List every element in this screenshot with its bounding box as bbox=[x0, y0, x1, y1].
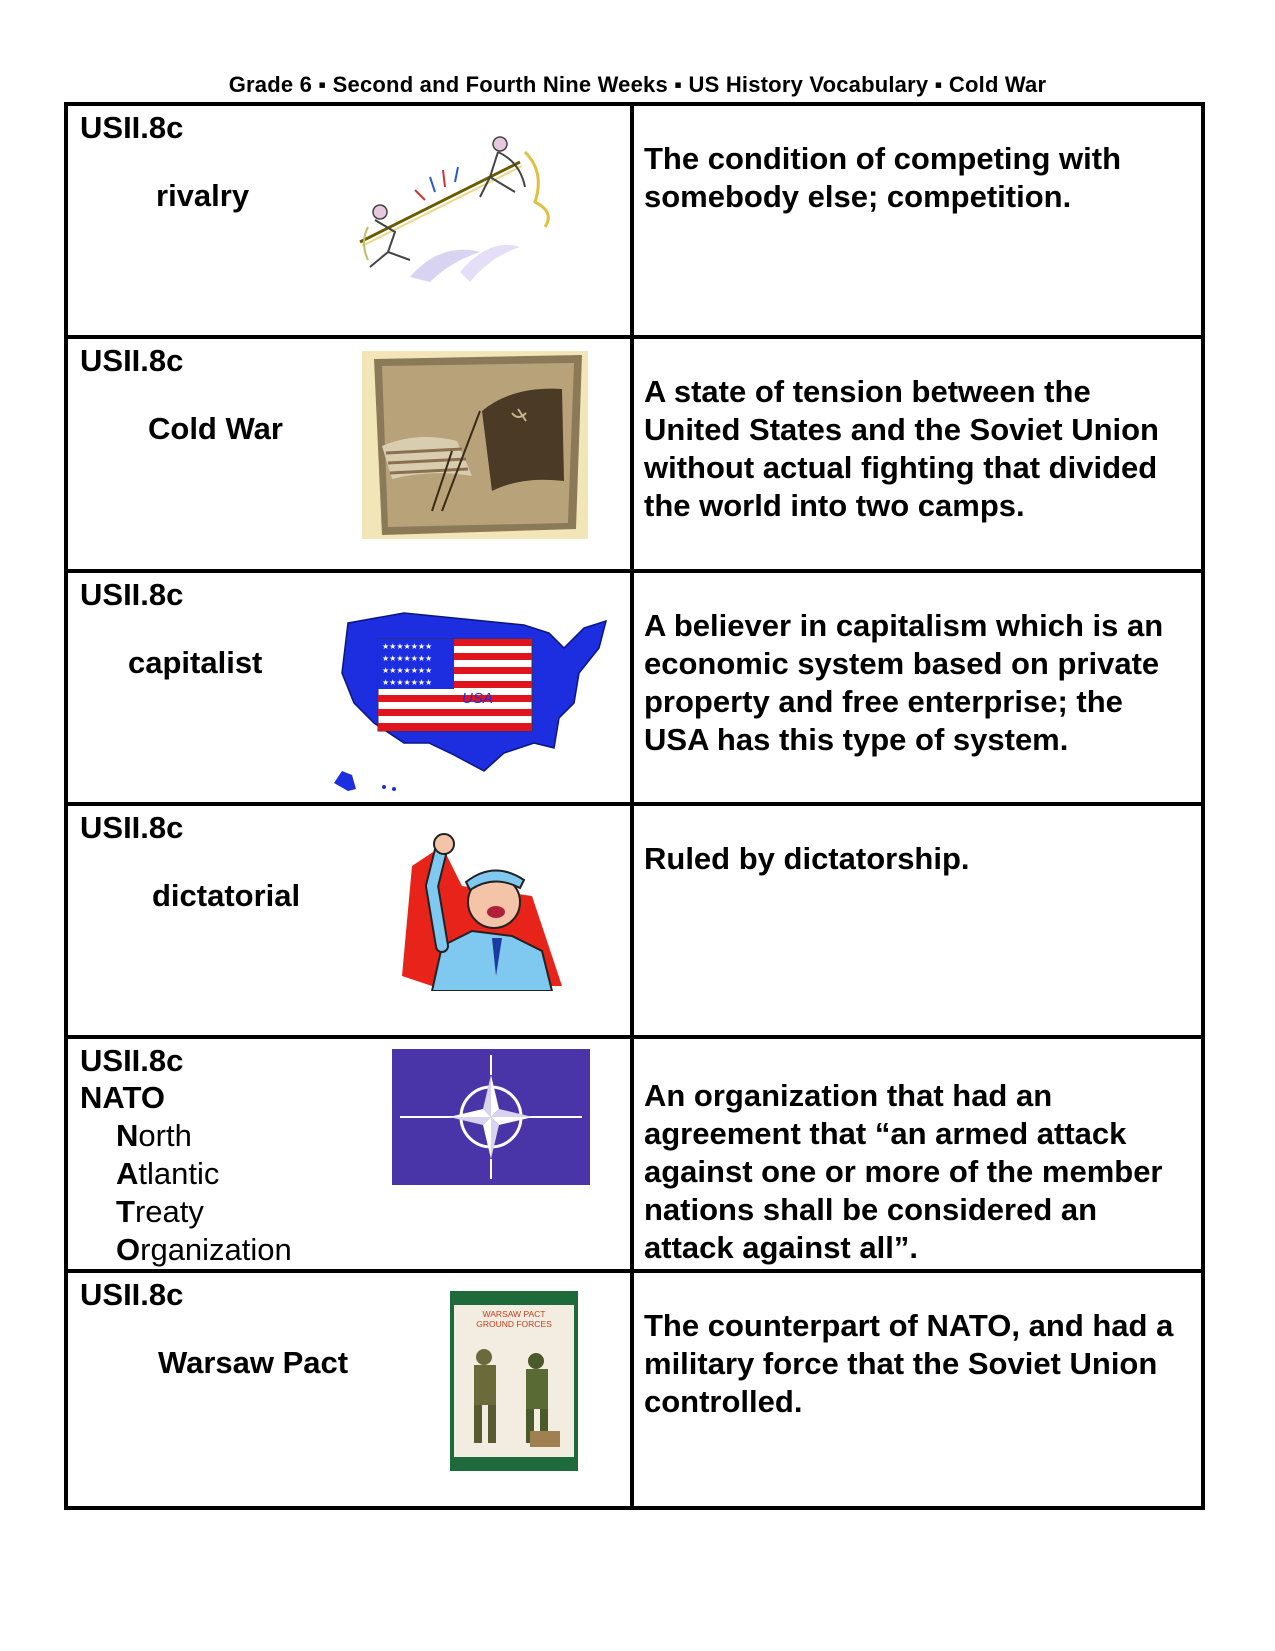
term-cold-war: Cold War bbox=[148, 411, 283, 447]
definition-warsaw-pact: The counterpart of NATO, and had a military force that the Soviet Union controlled. bbox=[644, 1307, 1174, 1419]
usa-flag-map-image bbox=[334, 603, 610, 793]
usa-map-label: USA bbox=[462, 689, 493, 707]
standard-code: USII.8c bbox=[80, 576, 184, 612]
definition-dictatorial: Ruled by dictatorship. bbox=[644, 840, 970, 876]
nato-line-organization: Organization bbox=[116, 1232, 292, 1268]
definition-cell-warsaw-pact bbox=[634, 1273, 1201, 1506]
nato-line-atlantic: Atlantic bbox=[116, 1156, 220, 1192]
definition-cold-war: A state of tension between the United States and the Soviet Union without actual fighting that divided the world into two camps. bbox=[644, 374, 1159, 524]
term-cell-warsaw-pact bbox=[68, 1273, 634, 1506]
standard-code: USII.8c bbox=[80, 343, 184, 379]
svg-text:★★★★★★★: ★★★★★★★ bbox=[382, 653, 433, 663]
nato-line-treaty: Treaty bbox=[116, 1194, 204, 1230]
term-cell-capitalist bbox=[68, 573, 634, 806]
book-title-line-1: WARSAW PACT bbox=[482, 1308, 546, 1319]
definition-nato: An organization that had an agreement that “an armed attack against one or more of the member nations shall be considered an attack against all”. bbox=[644, 1078, 1163, 1266]
nato-flag-image bbox=[392, 1049, 590, 1185]
definition-cell-cold-war bbox=[634, 339, 1201, 572]
standard-code: USII.8c bbox=[80, 809, 184, 845]
term-rivalry: rivalry bbox=[156, 178, 250, 213]
term-cell-dictatorial bbox=[68, 806, 634, 1039]
term-cell-cold-war bbox=[68, 339, 634, 572]
term-nato: NATO bbox=[80, 1080, 165, 1116]
tug-of-war-image bbox=[340, 132, 570, 282]
standard-code: USII.8c bbox=[80, 1043, 184, 1079]
term-capitalist: capitalist bbox=[128, 644, 263, 680]
term-dictatorial: dictatorial bbox=[152, 877, 301, 913]
definition-cell-dictatorial bbox=[634, 806, 1201, 1039]
definition-cell-rivalry bbox=[634, 106, 1201, 339]
standard-code: USII.8c bbox=[80, 1276, 184, 1312]
nato-expansion bbox=[80, 1079, 292, 1269]
term-warsaw-pact: Warsaw Pact bbox=[158, 1344, 349, 1380]
vocabulary-table bbox=[64, 102, 1205, 1510]
book-title-line-2: GROUND FORCES bbox=[476, 1318, 552, 1329]
term-cell-rivalry bbox=[68, 106, 634, 339]
svg-text:★★★★★★★: ★★★★★★★ bbox=[382, 641, 433, 651]
definition-capitalist: A believer in capitalism which is an economic system based on private property and free enterprise; the USA has this type of system. bbox=[644, 607, 1164, 757]
dictator-cartoon-image bbox=[402, 826, 567, 991]
svg-text:★★★★★★★: ★★★★★★★ bbox=[382, 677, 433, 687]
standard-code: USII.8c bbox=[80, 110, 184, 145]
nato-line-north: North bbox=[116, 1118, 192, 1154]
us-flag-icon bbox=[378, 639, 532, 731]
term-cell-nato bbox=[68, 1039, 634, 1272]
definition-cell-capitalist bbox=[634, 573, 1201, 806]
flags-photo-image bbox=[362, 351, 588, 539]
page-header: Grade 6 ▪ Second and Fourth Nine Weeks ▪ US History Vocabulary ▪ Cold War bbox=[228, 72, 1047, 97]
definition-rivalry: The condition of competing with somebody else; competition. bbox=[644, 141, 1122, 214]
warsaw-pact-book-image bbox=[450, 1291, 578, 1471]
svg-text:★★★★★★★: ★★★★★★★ bbox=[382, 665, 433, 675]
definition-cell-nato bbox=[634, 1039, 1201, 1272]
